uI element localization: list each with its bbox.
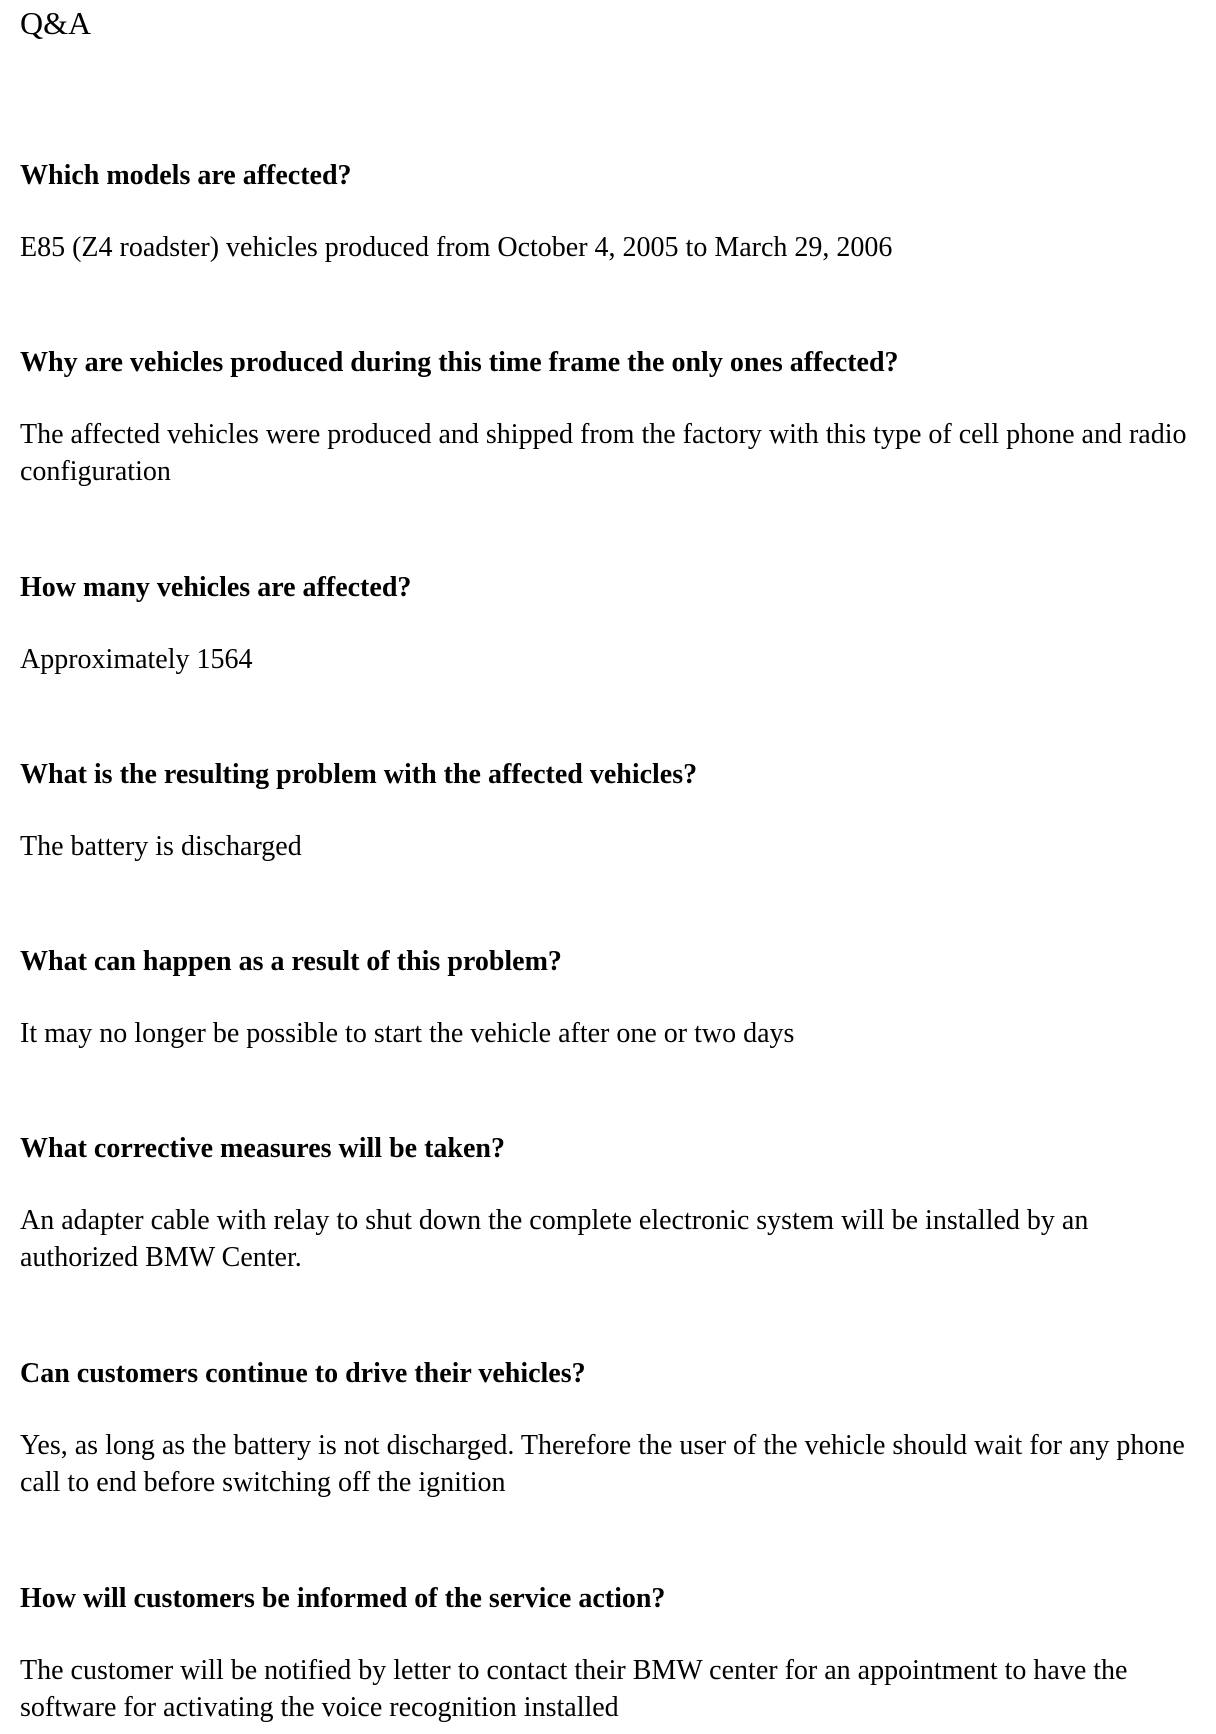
answer: An adapter cable with relay to shut down the complete electronic system will be installed by an authorized BMW Center.	[20, 1205, 1089, 1273]
qa-item-time-frame	[20, 345, 1200, 490]
question: Can customers continue to drive their vehicles?	[20, 1358, 586, 1389]
qa-item-result	[20, 944, 1200, 1052]
question: Why are vehicles produced during this time frame the only ones affected?	[20, 347, 899, 378]
qa-item-informed	[20, 1581, 1200, 1726]
answer: Yes, as long as the battery is not discharged. Therefore the user of the vehicle should wait for any phone call to end before switching off the ignition	[20, 1430, 1185, 1498]
question: Which models are affected?	[20, 160, 352, 191]
document-title: Q&A	[20, 5, 92, 41]
answer: Approximately 1564	[20, 644, 253, 675]
question: What can happen as a result of this problem?	[20, 946, 562, 977]
answer: The battery is discharged	[20, 831, 302, 862]
qa-item-count	[20, 570, 1200, 678]
qa-item-models	[20, 158, 1200, 266]
answer: It may no longer be possible to start the vehicle after one or two days	[20, 1018, 795, 1049]
answer: The affected vehicles were produced and shipped from the factory with this type of cell phone and radio configuration	[20, 419, 1187, 487]
qa-item-measures	[20, 1131, 1200, 1276]
question: How many vehicles are affected?	[20, 572, 412, 603]
qa-item-drive	[20, 1356, 1200, 1501]
question: What corrective measures will be taken?	[20, 1133, 505, 1164]
answer: E85 (Z4 roadster) vehicles produced from October 4, 2005 to March 29, 2006	[20, 232, 893, 263]
answer: The customer will be notified by letter to contact their BMW center for an appointment to have the software for activating the voice recognition installed	[20, 1655, 1128, 1723]
question: How will customers be informed of the service action?	[20, 1583, 666, 1614]
qa-item-problem	[20, 757, 1200, 865]
question: What is the resulting problem with the affected vehicles?	[20, 759, 698, 790]
